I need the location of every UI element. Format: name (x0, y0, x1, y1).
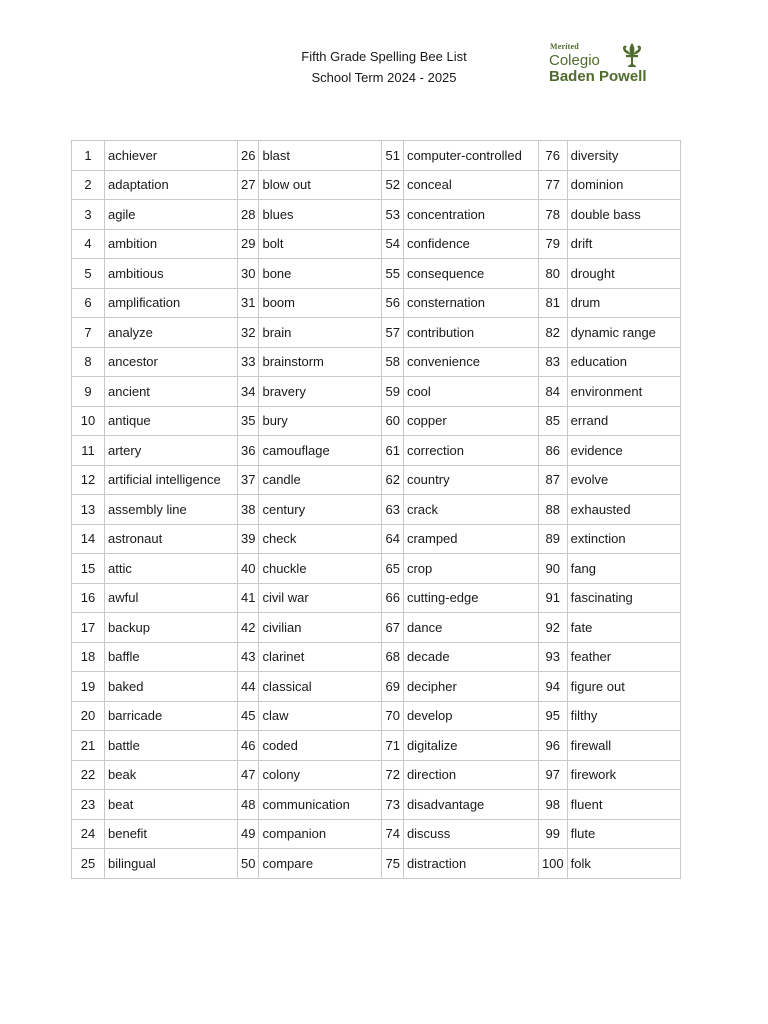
word-number: 74 (382, 819, 403, 849)
spelling-word: century (259, 495, 382, 525)
word-number: 27 (238, 170, 259, 200)
word-number: 28 (238, 200, 259, 230)
word-number: 33 (238, 347, 259, 377)
table-row (72, 672, 681, 702)
logo-tag: Merited (550, 42, 579, 51)
table-row (72, 170, 681, 200)
document-header (254, 46, 514, 88)
spelling-word: drought (567, 259, 680, 289)
word-number: 57 (382, 318, 403, 348)
word-number: 44 (238, 672, 259, 702)
spelling-word: diversity (567, 141, 680, 171)
spelling-word: baffle (105, 642, 238, 672)
spelling-word: flute (567, 819, 680, 849)
spelling-word: cutting-edge (403, 583, 538, 613)
word-number: 64 (382, 524, 403, 554)
word-number: 92 (538, 613, 567, 643)
word-number: 71 (382, 731, 403, 761)
logo-line1: Colegio (549, 52, 600, 69)
table-row (72, 288, 681, 318)
spelling-word: dominion (567, 170, 680, 200)
word-number: 11 (72, 436, 105, 466)
table-row (72, 819, 681, 849)
spelling-word: bilingual (105, 849, 238, 879)
word-number: 80 (538, 259, 567, 289)
spelling-word: convenience (403, 347, 538, 377)
spelling-word: colony (259, 760, 382, 790)
table-row (72, 642, 681, 672)
word-number: 30 (238, 259, 259, 289)
spelling-word: copper (403, 406, 538, 436)
spelling-word: disadvantage (403, 790, 538, 820)
table-row (72, 701, 681, 731)
word-number: 31 (238, 288, 259, 318)
spelling-word: analyze (105, 318, 238, 348)
spelling-word: double bass (567, 200, 680, 230)
spelling-word: ambition (105, 229, 238, 259)
word-number: 55 (382, 259, 403, 289)
spelling-word: fluent (567, 790, 680, 820)
word-number: 43 (238, 642, 259, 672)
word-number: 15 (72, 554, 105, 584)
spelling-word: errand (567, 406, 680, 436)
spelling-word: assembly line (105, 495, 238, 525)
word-number: 72 (382, 760, 403, 790)
spelling-word: consequence (403, 259, 538, 289)
word-number: 62 (382, 465, 403, 495)
table-row (72, 760, 681, 790)
word-number: 81 (538, 288, 567, 318)
word-number: 83 (538, 347, 567, 377)
word-number: 91 (538, 583, 567, 613)
spelling-word: extinction (567, 524, 680, 554)
spelling-word: astronaut (105, 524, 238, 554)
spelling-word: contribution (403, 318, 538, 348)
word-number: 75 (382, 849, 403, 879)
spelling-word: digitalize (403, 731, 538, 761)
spelling-word: claw (259, 701, 382, 731)
spelling-word: beak (105, 760, 238, 790)
word-number: 25 (72, 849, 105, 879)
spelling-word: evolve (567, 465, 680, 495)
spelling-word: folk (567, 849, 680, 879)
school-logo (549, 42, 659, 86)
spelling-word: fang (567, 554, 680, 584)
spelling-word: awful (105, 583, 238, 613)
spelling-word: companion (259, 819, 382, 849)
spelling-word: feather (567, 642, 680, 672)
word-number: 18 (72, 642, 105, 672)
table-row (72, 849, 681, 879)
table-row (72, 259, 681, 289)
spelling-word: battle (105, 731, 238, 761)
document-subtitle: School Term 2024 - 2025 (311, 70, 457, 85)
spelling-word: coded (259, 731, 382, 761)
spelling-word: check (259, 524, 382, 554)
word-number: 22 (72, 760, 105, 790)
spelling-word: blast (259, 141, 382, 171)
spelling-word: bravery (259, 377, 382, 407)
word-number: 60 (382, 406, 403, 436)
word-number: 13 (72, 495, 105, 525)
spelling-word: cool (403, 377, 538, 407)
word-number: 9 (72, 377, 105, 407)
spelling-word: concentration (403, 200, 538, 230)
word-number: 59 (382, 377, 403, 407)
spelling-word: drum (567, 288, 680, 318)
word-number: 82 (538, 318, 567, 348)
word-number: 14 (72, 524, 105, 554)
word-number: 2 (72, 170, 105, 200)
word-number: 100 (538, 849, 567, 879)
word-number: 23 (72, 790, 105, 820)
word-number: 79 (538, 229, 567, 259)
spelling-word: correction (403, 436, 538, 466)
word-number: 56 (382, 288, 403, 318)
word-number: 68 (382, 642, 403, 672)
logo-line2: Baden Powell (549, 68, 647, 85)
word-number: 37 (238, 465, 259, 495)
spelling-word: drift (567, 229, 680, 259)
spelling-word: computer-controlled (403, 141, 538, 171)
word-number: 70 (382, 701, 403, 731)
spelling-word: clarinet (259, 642, 382, 672)
spelling-word: candle (259, 465, 382, 495)
word-number: 19 (72, 672, 105, 702)
spelling-word: achiever (105, 141, 238, 171)
word-number: 96 (538, 731, 567, 761)
spelling-word: chuckle (259, 554, 382, 584)
spelling-word: bury (259, 406, 382, 436)
table-row (72, 731, 681, 761)
spelling-word: direction (403, 760, 538, 790)
spelling-word: firewall (567, 731, 680, 761)
spelling-word: ambitious (105, 259, 238, 289)
word-number: 97 (538, 760, 567, 790)
table-row (72, 318, 681, 348)
word-number: 78 (538, 200, 567, 230)
table-row (72, 613, 681, 643)
spelling-word: civilian (259, 613, 382, 643)
spelling-word: backup (105, 613, 238, 643)
spelling-word: barricade (105, 701, 238, 731)
word-number: 34 (238, 377, 259, 407)
word-number: 39 (238, 524, 259, 554)
word-number: 52 (382, 170, 403, 200)
spelling-word: artery (105, 436, 238, 466)
spelling-word: agile (105, 200, 238, 230)
word-number: 38 (238, 495, 259, 525)
spelling-word: bone (259, 259, 382, 289)
word-number: 73 (382, 790, 403, 820)
spelling-word: ancestor (105, 347, 238, 377)
word-number: 48 (238, 790, 259, 820)
spelling-word: cramped (403, 524, 538, 554)
spelling-word: camouflage (259, 436, 382, 466)
word-number: 7 (72, 318, 105, 348)
spelling-word: blow out (259, 170, 382, 200)
spelling-word: benefit (105, 819, 238, 849)
word-number: 47 (238, 760, 259, 790)
table-row (72, 436, 681, 466)
spelling-word: discuss (403, 819, 538, 849)
spelling-word: dance (403, 613, 538, 643)
word-number: 77 (538, 170, 567, 200)
spelling-word: evidence (567, 436, 680, 466)
spelling-word: fascinating (567, 583, 680, 613)
spelling-word: blues (259, 200, 382, 230)
word-number: 66 (382, 583, 403, 613)
word-number: 3 (72, 200, 105, 230)
spelling-word: boom (259, 288, 382, 318)
word-number: 8 (72, 347, 105, 377)
word-number: 49 (238, 819, 259, 849)
table-row (72, 554, 681, 584)
spelling-word-table (71, 140, 681, 879)
spelling-word: compare (259, 849, 382, 879)
spelling-word: antique (105, 406, 238, 436)
word-number: 17 (72, 613, 105, 643)
word-number: 65 (382, 554, 403, 584)
table-row (72, 229, 681, 259)
word-number: 99 (538, 819, 567, 849)
word-number: 51 (382, 141, 403, 171)
table-row (72, 406, 681, 436)
word-number: 86 (538, 436, 567, 466)
word-number: 1 (72, 141, 105, 171)
spelling-word: decade (403, 642, 538, 672)
table-row (72, 377, 681, 407)
word-number: 88 (538, 495, 567, 525)
word-number: 90 (538, 554, 567, 584)
word-number: 36 (238, 436, 259, 466)
word-number: 98 (538, 790, 567, 820)
table-row (72, 347, 681, 377)
spelling-word: crop (403, 554, 538, 584)
word-number: 93 (538, 642, 567, 672)
word-number: 63 (382, 495, 403, 525)
word-number: 87 (538, 465, 567, 495)
table-row (72, 495, 681, 525)
spelling-word: brain (259, 318, 382, 348)
word-number: 45 (238, 701, 259, 731)
word-number: 61 (382, 436, 403, 466)
word-number: 40 (238, 554, 259, 584)
table-row (72, 583, 681, 613)
spelling-word: ancient (105, 377, 238, 407)
word-number: 69 (382, 672, 403, 702)
spelling-word: beat (105, 790, 238, 820)
word-number: 4 (72, 229, 105, 259)
table-row (72, 524, 681, 554)
spelling-word: develop (403, 701, 538, 731)
spelling-word: conceal (403, 170, 538, 200)
word-number: 20 (72, 701, 105, 731)
spelling-word: classical (259, 672, 382, 702)
word-number: 41 (238, 583, 259, 613)
table-row (72, 790, 681, 820)
word-number: 12 (72, 465, 105, 495)
spelling-word: exhausted (567, 495, 680, 525)
spelling-word: filthy (567, 701, 680, 731)
document-title: Fifth Grade Spelling Bee List (301, 49, 467, 64)
word-number: 54 (382, 229, 403, 259)
table-row (72, 141, 681, 171)
spelling-word: distraction (403, 849, 538, 879)
spelling-word: fate (567, 613, 680, 643)
spelling-word: amplification (105, 288, 238, 318)
word-number: 16 (72, 583, 105, 613)
word-number: 26 (238, 141, 259, 171)
table-row (72, 465, 681, 495)
word-number: 46 (238, 731, 259, 761)
word-number: 53 (382, 200, 403, 230)
table-row (72, 200, 681, 230)
spelling-word: attic (105, 554, 238, 584)
word-number: 76 (538, 141, 567, 171)
spelling-word: country (403, 465, 538, 495)
word-number: 50 (238, 849, 259, 879)
word-number: 32 (238, 318, 259, 348)
spelling-word: communication (259, 790, 382, 820)
spelling-word: crack (403, 495, 538, 525)
word-number: 29 (238, 229, 259, 259)
spelling-word: decipher (403, 672, 538, 702)
word-number: 85 (538, 406, 567, 436)
spelling-word: firework (567, 760, 680, 790)
word-number: 10 (72, 406, 105, 436)
spelling-word: bolt (259, 229, 382, 259)
spelling-word: civil war (259, 583, 382, 613)
spelling-word: brainstorm (259, 347, 382, 377)
word-number: 58 (382, 347, 403, 377)
spelling-word: environment (567, 377, 680, 407)
spelling-word: baked (105, 672, 238, 702)
word-number: 94 (538, 672, 567, 702)
word-number: 21 (72, 731, 105, 761)
word-number: 95 (538, 701, 567, 731)
word-number: 6 (72, 288, 105, 318)
spelling-word: artificial intelligence (105, 465, 238, 495)
spelling-word: consternation (403, 288, 538, 318)
spelling-word: confidence (403, 229, 538, 259)
word-number: 89 (538, 524, 567, 554)
word-number: 5 (72, 259, 105, 289)
word-number: 67 (382, 613, 403, 643)
spelling-word: dynamic range (567, 318, 680, 348)
word-number: 24 (72, 819, 105, 849)
spelling-word: figure out (567, 672, 680, 702)
word-number: 84 (538, 377, 567, 407)
spelling-word: education (567, 347, 680, 377)
fleur-de-lis-icon (621, 42, 643, 68)
word-number: 42 (238, 613, 259, 643)
word-number: 35 (238, 406, 259, 436)
spelling-word: adaptation (105, 170, 238, 200)
